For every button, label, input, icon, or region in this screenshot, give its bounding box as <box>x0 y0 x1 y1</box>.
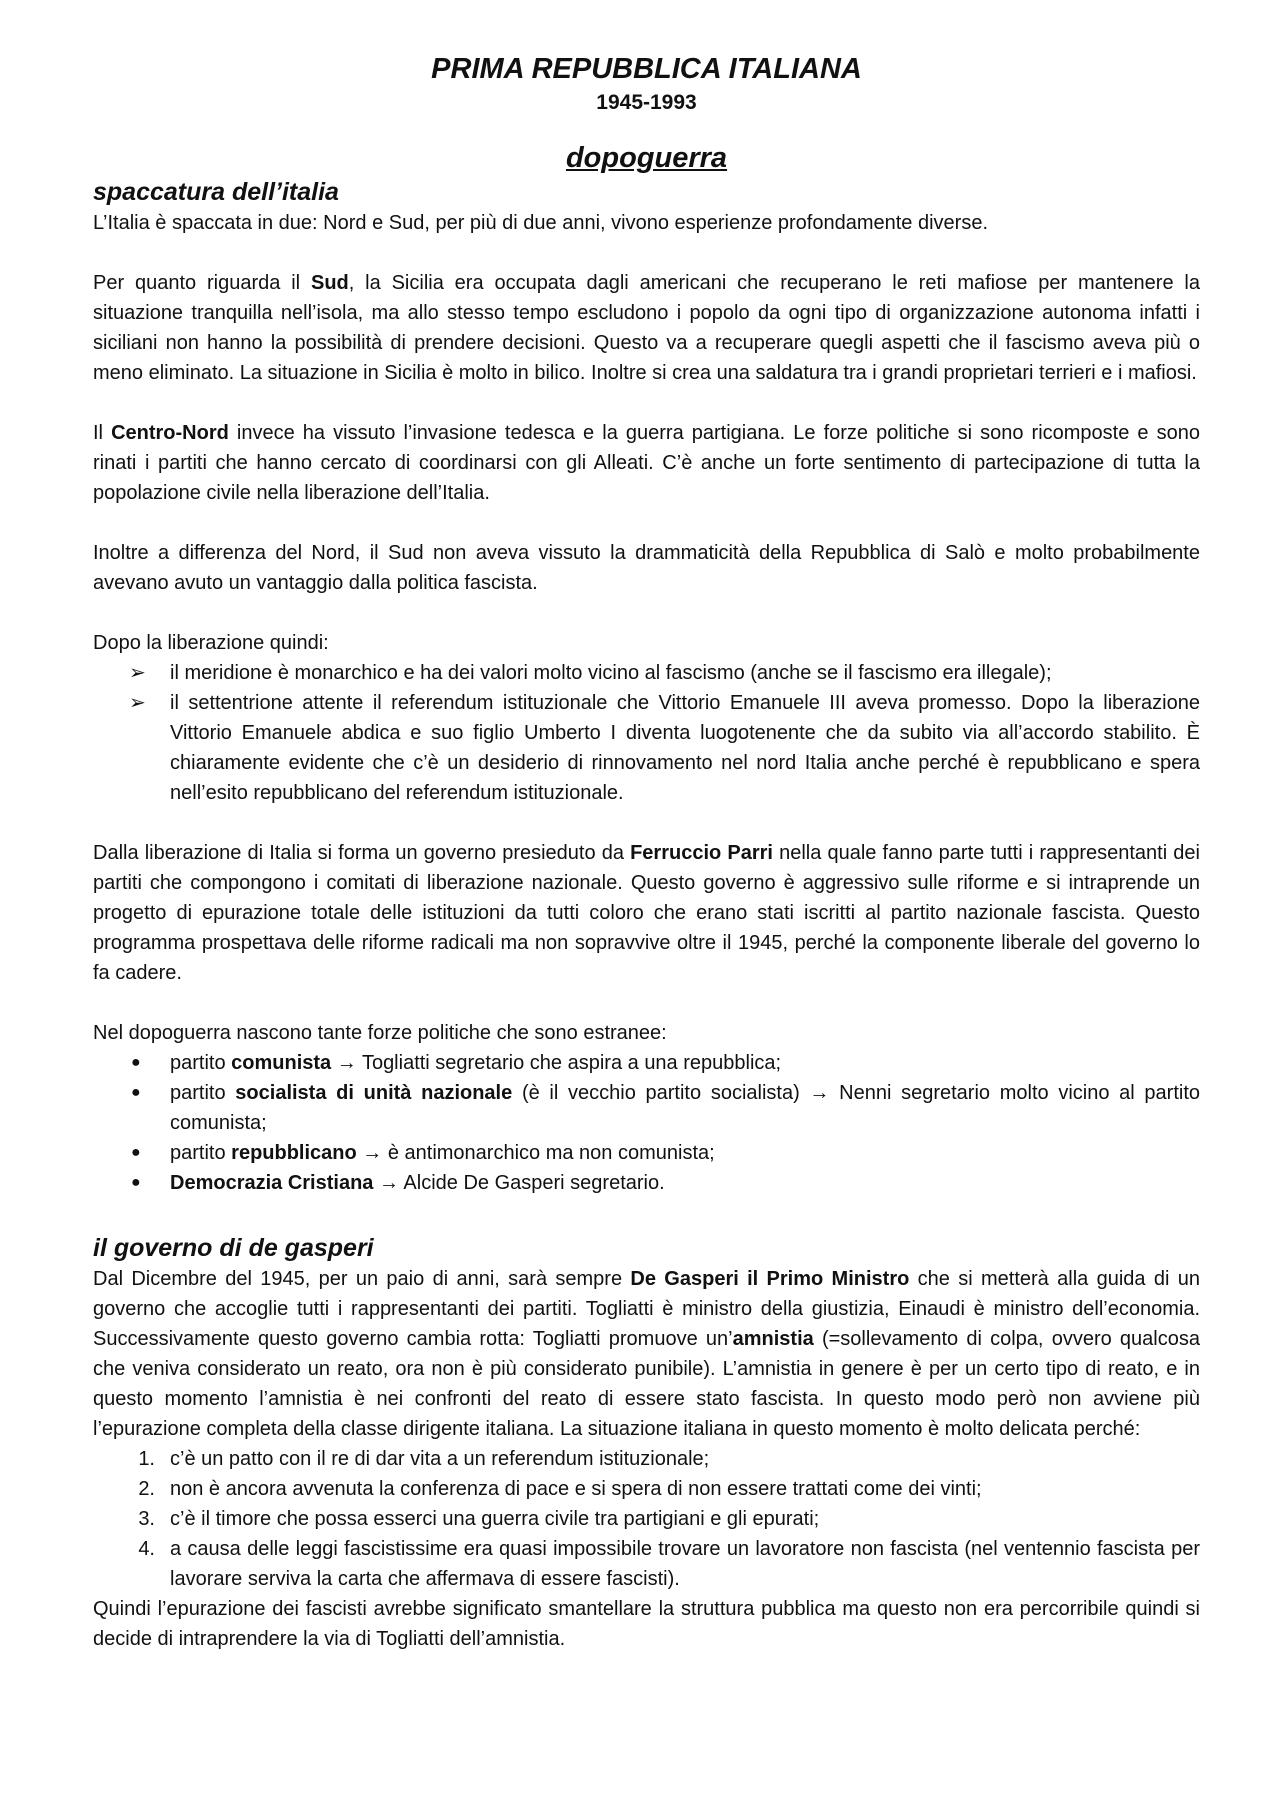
list-item <box>93 1534 1200 1594</box>
text: Per quanto riguarda il <box>93 272 311 294</box>
list-item <box>93 1138 1200 1168</box>
text: Dal Dicembre del 1945, per un paio di anni, sarà sempre <box>93 1268 631 1290</box>
list-number: 4. <box>138 1538 155 1560</box>
bold-term: amnistia <box>732 1328 814 1350</box>
paragraph: Dopo la liberazione quindi: <box>93 632 329 654</box>
bullet-dot-icon: ● <box>131 1144 141 1161</box>
list-item-text: il meridione è monarchico e ha dei valori molto vicino al fascismo (anche se il fascismo era illegale); <box>170 662 1052 684</box>
paragraph-de-gasperi <box>93 1264 1200 1444</box>
text: che si metterà alla guida di un governo che accoglie tutti i rappresentanti dei partiti. Togliatti è ministro della giustizia, Einaudi è ministro dell’economia. Successivamente questo governo cambia rotta: Togliatti promuove un’ <box>93 1268 1200 1350</box>
bold-term: Centro-Nord <box>111 422 229 444</box>
section-title: dopoguerra <box>565 142 728 174</box>
bold-term: Ferruccio Parri <box>630 842 773 864</box>
paragraph-parri <box>93 838 1200 988</box>
list-item-text: c’è un patto con il re di dar vita a un referendum istituzionale; <box>170 1448 710 1470</box>
list-item <box>93 1048 1200 1078</box>
numbered-list <box>93 1444 1200 1594</box>
text: partito <box>170 1052 232 1074</box>
text: invece ha vissuto l’invasione tedesca e la guerra partigiana. Le forze politiche si sono ricomposte e sono rinati i partiti che hanno cercato di coordinarsi con gli Alleati. C’è anche un forte sentimento di partecipazione di tutta la popolazione civile nella liberazione dell’Italia. <box>93 422 1200 504</box>
list-item <box>93 688 1200 808</box>
list-item-text: il settentrione attente il referendum istituzionale che Vittorio Emanuele III aveva promesso. Dopo la liberazione Vittorio Emanuele abdica e suo figlio Umberto I diventa luogotenente che da subito via all’accordo stabilito. È chiaramente evidente che c’è un desiderio di rinnovamento nel nord Italia anche perché è repubblicano e spera nell’esito repubblicano del referendum istituzionale. <box>170 692 1200 804</box>
text: Il <box>93 422 112 444</box>
bold-term: De Gasperi il Primo Ministro <box>630 1268 910 1290</box>
spacer <box>93 598 1200 628</box>
document-years: 1945-1993 <box>596 91 697 114</box>
spacer <box>93 388 1200 418</box>
text: → Togliatti segretario che aspira a una repubblica; <box>331 1052 782 1074</box>
list-number: 2. <box>138 1478 155 1500</box>
paragraph-sud <box>93 268 1200 388</box>
paragraph: Inoltre a differenza del Nord, il Sud non aveva vissuto la drammaticità della Repubblica di Salò e molto probabilmente avevano avuto un vantaggio dalla politica fascista. <box>93 542 1200 594</box>
bullet-dot-icon: ● <box>131 1084 141 1101</box>
text: nella quale fanno parte tutti i rappresentanti dei partiti che compongono i comitati di liberazione nazionale. Questo governo è aggressivo sulle riforme e si intraprende un progetto di epurazione totale delle istituzioni da tutti coloro che erano stati iscritti al partito nazionale fascista. Questo programma prospettava delle riforme radicali ma non sopravvive oltre il 1945, perché la componente liberale del governo lo fa cadere. <box>93 842 1200 984</box>
spacer <box>93 508 1200 538</box>
paragraph-centro-nord <box>93 418 1200 508</box>
arrow-bullet-icon: ➢ <box>129 692 146 714</box>
bullet-list <box>93 1048 1200 1198</box>
bold-term: comunista <box>231 1052 332 1074</box>
text: → è antimonarchico ma non comunista; <box>356 1142 715 1164</box>
list-item-text: c’è il timore che possa esserci una guerra civile tra partigiani e gli epurati; <box>170 1508 820 1530</box>
bold-term: Sud <box>310 272 349 294</box>
paragraph: L’Italia è spaccata in due: Nord e Sud, per più di due anni, vivono esperienze profondamente diverse. <box>93 212 989 234</box>
list-item-text: a causa delle leggi fascistissime era quasi impossibile trovare un lavoratore non fascista (nel ventennio fascista per lavorare serviva la carta che affermava di essere fascisti). <box>170 1538 1200 1590</box>
spacer <box>93 988 1200 1018</box>
arrow-bullet-icon: ➢ <box>129 662 146 684</box>
text: Dalla liberazione di Italia si forma un governo presieduto da <box>93 842 631 864</box>
list-number: 1. <box>138 1448 155 1470</box>
bold-term: repubblicano <box>231 1142 357 1164</box>
paragraph: Quindi l’epurazione dei fascisti avrebbe significato smantellare la struttura pubblica ma questo non era percorribile quindi si decide di intraprendere la via di Togliatti dell’amnistia. <box>93 1598 1200 1650</box>
spacer <box>93 808 1200 838</box>
bullet-dot-icon: ● <box>131 1054 141 1071</box>
arrow-list <box>93 658 1200 808</box>
subheading-spaccatura: spaccatura dell’italia <box>93 178 339 206</box>
text: partito <box>170 1142 232 1164</box>
paragraph: Nel dopoguerra nascono tante forze politiche che sono estranee: <box>93 1022 667 1044</box>
spacer <box>93 1198 1200 1232</box>
list-item <box>93 658 1200 688</box>
subheading-de-gasperi: il governo di de gasperi <box>93 1234 374 1262</box>
text: , la Sicilia era occupata dagli americani che recuperano le reti mafiose per mantenere la situazione tranquilla nell’isola, ma allo stesso tempo escludono i popolo da ogni tipo di organizzazione autonoma infatti i siciliani non hanno la possibilità di prendere decisioni. Questo va a recuperare quegli aspetti che il fascismo aveva più o meno eliminato. La situazione in Sicilia è molto in bilico. Inoltre si crea una saldatura tra i grandi proprietari terrieri e i mafiosi. <box>93 272 1200 384</box>
spacer <box>93 238 1200 268</box>
document-title: PRIMA REPUBBLICA ITALIANA <box>431 53 862 85</box>
bold-term: Democrazia Cristiana <box>170 1172 374 1194</box>
list-item <box>93 1504 1200 1534</box>
text: partito <box>170 1082 236 1104</box>
list-item <box>93 1168 1200 1198</box>
list-item <box>93 1444 1200 1474</box>
list-item-text: non è ancora avvenuta la conferenza di pace e si spera di non essere trattati come dei vinti; <box>170 1478 982 1500</box>
text: (è il vecchio partito socialista) → Nenni segretario molto vicino al partito comunista; <box>170 1082 1201 1134</box>
bullet-dot-icon: ● <box>131 1174 141 1191</box>
bold-term: socialista di unità nazionale <box>235 1082 513 1104</box>
text: → Alcide De Gasperi segretario. <box>373 1172 665 1194</box>
list-item <box>93 1078 1200 1138</box>
text: (=sollevamento di colpa, ovvero qualcosa che veniva considerato un reato, ora non è più considerato punibile). L’amnistia in genere è per un certo tipo di reato, e in questo momento l’amnistia è nei confronti del reato di essere stato fascista. In questo modo però non avviene più l’epurazione completa della classe dirigente italiana. La situazione italiana in questo momento è molto delicata perché: <box>93 1328 1200 1440</box>
list-number: 3. <box>138 1508 155 1530</box>
list-item <box>93 1474 1200 1504</box>
